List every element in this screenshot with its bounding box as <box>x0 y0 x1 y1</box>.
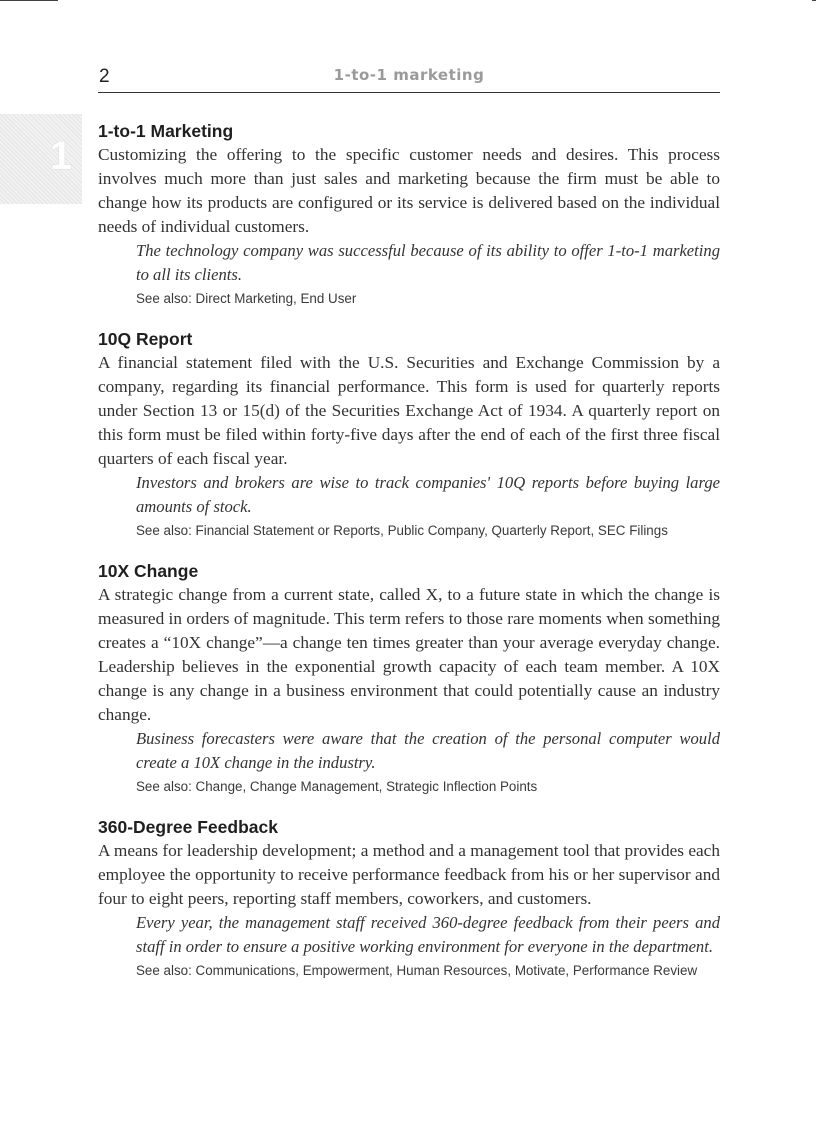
entry-definition: A financial statement filed with the U.S. Securities and Exchange Commission by a company, regarding its financial performance. This form is used for quarterly reports under Section 13 or 15(d) of the Securities Exchange Act of 1934. A quarterly report on this form must be filed within forty-five days after the end of each of the first three fiscal quarters of each fiscal year. <box>98 353 720 468</box>
entry-see-also: See also: Communications, Empowerment, Human Resources, Motivate, Performance Review <box>136 963 698 978</box>
glossary-entry <box>98 328 720 542</box>
entry-definition: A means for leadership development; a method and a management tool that provides each employee the opportunity to receive performance feedback from his or her supervisor and four to eight peers, reporting staff members, coworkers, and customers. <box>98 841 720 908</box>
page-number: 2 <box>99 66 110 87</box>
entry-example: Every year, the management staff received 360-degree feedback from their peers and staff in order to ensure a positive working environment for everyone in the department. <box>136 913 720 956</box>
entry-see-also: See also: Change, Change Management, Strategic Inflection Points <box>136 779 538 794</box>
entry-see-also: See also: Financial Statement or Reports, Public Company, Quarterly Report, SEC Filings <box>136 523 668 538</box>
chapter-tab-number: 1 <box>49 134 72 178</box>
glossary-content <box>98 120 720 1000</box>
entry-definition: Customizing the offering to the specific customer needs and desires. This process involves much more than just sales and marketing because the firm must be able to change how its products are configured or its service is delivered based on the individual needs of individual customers. <box>98 145 720 236</box>
running-head: 1-to-1 marketing <box>333 66 485 84</box>
entry-example: The technology company was successful because of its ability to offer 1-to-1 marketing to all its clients. <box>136 241 720 284</box>
page-header <box>98 64 720 93</box>
entry-example: Investors and brokers are wise to track companies' 10Q reports before buying large amounts of stock. <box>136 473 720 516</box>
glossary-entry <box>98 560 720 798</box>
glossary-entry <box>98 120 720 310</box>
entry-see-also: See also: Direct Marketing, End User <box>136 291 357 306</box>
entry-definition: A strategic change from a current state, called X, to a future state in which the change is measured in orders of magnitude. This term refers to those rare moments when something creates a “10X change”—a change ten times greater than your average everyday change. Leadership believes in the exponential growth capacity of each team member. A 10X change is any change in a business environment that could potentially cause an industry change. <box>98 585 720 724</box>
glossary-entry <box>98 816 720 982</box>
entry-example: Business forecasters were aware that the creation of the personal computer would create a 10X change in the industry. <box>136 729 720 772</box>
crop-mark <box>812 0 816 1</box>
entry-term: 360-Degree Feedback <box>98 817 278 837</box>
entry-term: 1-to-1 Marketing <box>98 121 234 141</box>
entry-term: 10X Change <box>98 561 199 581</box>
crop-mark <box>0 0 58 1</box>
entry-term: 10Q Report <box>98 329 193 349</box>
chapter-tab <box>0 114 82 204</box>
